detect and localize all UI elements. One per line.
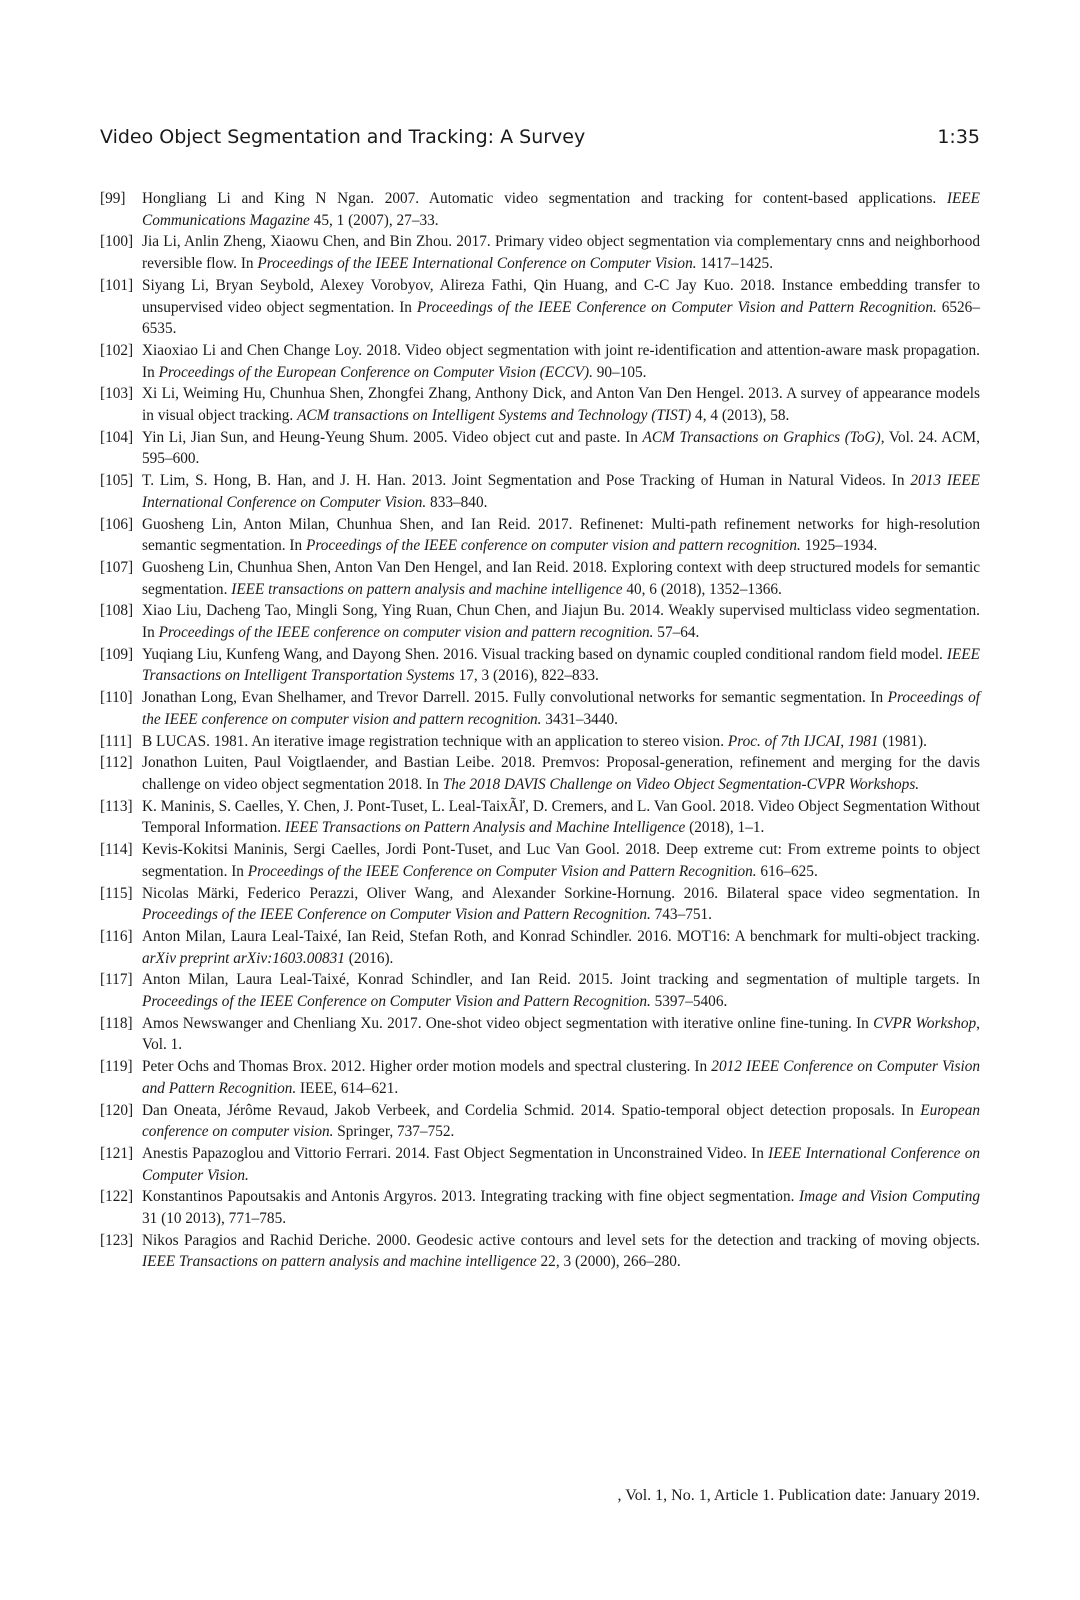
reference-segment: 6526–6535. [142,298,980,338]
reference-segment: 616–625. [756,862,818,880]
reference-number: [113] [100,797,133,815]
reference-text [142,839,980,882]
reference-entry [100,470,980,513]
reference-segment: 31 (10 2013), 771–785. [142,1210,287,1228]
reference-number: [117] [100,971,133,989]
reference-number: [109] [100,645,134,663]
reference-segment: Nicolas Märki, Federico Perazzi, Oliver Wang, and Alexander Sorkine-Hornung. 2016. Bilateral space video segmentation. In [142,884,980,902]
reference-entry [100,839,980,882]
reference-venue: 2013 IEEE International Conference on Computer Vision. [142,472,981,511]
reference-number: [120] [100,1101,134,1119]
reference-number: [104] [100,428,134,446]
reference-segment: Siyang Li, Bryan Seybold, Alexey Vorobyov, Alireza Fathi, Qin Huang, and C-C Jay Kuo. 2018. Instance embedding transfer to unsupervised video object segmentation. In [142,276,980,316]
reference-segment: 5397–5406. [650,993,728,1011]
reference-segment: , Vol. 1. [142,1014,980,1054]
reference-entry [100,340,980,383]
reference-number: [108] [100,602,134,620]
reference-number: [122] [100,1188,134,1206]
reference-entry [100,796,980,839]
reference-entry [100,275,980,340]
reference-number: [118] [100,1014,133,1032]
reference-venue: IEEE Transactions on Intelligent Transportation Systems [142,645,980,685]
reference-number: [121] [100,1144,134,1162]
reference-segment: T. Lim, S. Hong, B. Han, and J. H. Han. 2013. Joint Segmentation and Pose Tracking of Human in Natural Videos. In [142,472,911,490]
reference-entry [100,926,980,969]
reference-number: [115] [100,884,133,902]
reference-entry [100,1230,980,1273]
reference-text [142,383,980,426]
reference-segment: Yuqiang Liu, Kunfeng Wang, and Dayong Shen. 2016. Visual tracking based on dynamic coupled conditional random field model. [142,645,947,663]
reference-segment: IEEE, 614–621. [296,1079,399,1097]
reference-segment: Jonathon Luiten, Paul Voigtlaender, and Bastian Leibe. 2018. Premvos: Proposal-generation, refinement and merging for the davis challenge on video object segmentation 2018. In [142,754,980,793]
reference-venue: IEEE Transactions on Pattern Analysis and Machine Intelligence [284,819,686,837]
reference-venue: Proceedings of the IEEE conference on computer vision and pattern recognition. [158,624,654,642]
reference-venue: 2012 IEEE Conference on Computer Vision and Pattern Recognition. [142,1058,980,1097]
reference-text [142,427,980,470]
reference-venue: Proceedings of the European Conference on Computer Vision (ECCV). [158,363,593,381]
reference-segment: Konstantinos Papoutsakis and Antonis Argyros. 2013. Integrating tracking with fine object segmentation. [142,1188,800,1206]
reference-segment: Xi Li, Weiming Hu, Chunhua Shen, Zhongfei Zhang, Anthony Dick, and Anton Van Den Hengel. 2013. A survey of appearance models in visual object tracking. [142,385,980,425]
reference-text [142,969,980,1012]
reference-number: [110] [100,689,133,707]
publication-footer: , Vol. 1, No. 1, Article 1. Publication date: January 2019. [617,1487,980,1504]
reference-segment: Anton Milan, Laura Leal-Taixé, Konrad Schindler, and Ian Reid. 2015. Joint tracking and segmentation of multiple targets. In [142,971,980,989]
reference-text [142,470,980,513]
reference-entry [100,731,980,753]
reference-number: [107] [100,558,134,576]
reference-number: [114] [100,841,133,859]
reference-number: [100] [100,233,134,251]
running-title: Video Object Segmentation and Tracking: A Survey [100,126,586,148]
reference-venue: Proceedings of the IEEE conference on computer vision and pattern recognition. [142,689,980,728]
reference-entry [100,1013,980,1056]
reference-venue: IEEE Transactions on pattern analysis and machine intelligence [142,1253,537,1271]
reference-entry [100,969,980,1012]
reference-entry [100,1186,980,1229]
reference-text [142,926,980,969]
reference-text [142,1056,980,1099]
reference-venue: IEEE International Conference on Computer Vision. [142,1144,980,1184]
reference-entry [100,883,980,926]
reference-text [142,752,980,795]
reference-venue: IEEE transactions on pattern analysis and machine intelligence [231,580,623,598]
reference-number: [103] [100,385,134,403]
reference-text [142,731,980,753]
reference-entry [100,1100,980,1143]
reference-number: [105] [100,472,134,490]
reference-segment: 17, 3 (2016), 822–833. [454,667,599,685]
reference-venue: Image and Vision Computing [799,1188,980,1206]
reference-entry [100,1056,980,1099]
reference-number: [99] [100,190,126,207]
reference-venue: ACM transactions on Intelligent Systems and Technology (TIST) [297,407,692,425]
reference-segment: Nikos Paragios and Rachid Deriche. 2000. Geodesic active contours and level sets for the detection and tracking of moving objects. [142,1231,980,1249]
reference-segment: (2016). [344,949,394,967]
reference-text [142,340,980,383]
reference-venue: Proceedings of the IEEE Conference on Computer Vision and Pattern Recognition. [416,298,937,316]
reference-entry [100,427,980,470]
reference-entry [100,600,980,643]
reference-entry [100,752,980,795]
reference-venue: Proceedings of the IEEE Conference on Computer Vision and Pattern Recognition. [142,906,651,924]
reference-number: [112] [100,754,133,772]
reference-segment: 3431–3440. [541,710,618,728]
reference-segment: 1925–1934. [800,537,878,555]
reference-segment: 45, 1 (2007), 27–33. [309,211,439,229]
reference-venue: Proceedings of the IEEE Conference on Computer Vision and Pattern Recognition. [247,862,757,880]
reference-segment: Xiaoxiao Li and Chen Change Loy. 2018. Video object segmentation with joint re-identification and attention-aware mask propagation. In [142,341,980,381]
reference-segment: Yin Li, Jian Sun, and Heung-Yeung Shum. 2005. Video object cut and paste. In [142,428,643,446]
reference-entry [100,383,980,426]
reference-text [142,557,980,600]
reference-text [142,1013,980,1056]
reference-segment: Kevis-Kokitsi Maninis, Sergi Caelles, Jordi Pont-Tuset, and Luc Van Gool. 2018. Deep extreme cut: From extreme points to object segmentation. In [142,841,980,880]
reference-list [100,188,980,1273]
reference-text [142,188,980,231]
reference-segment: Springer, 737–752. [333,1123,455,1141]
running-header [100,126,980,148]
reference-segment: 57–64. [653,624,700,642]
reference-segment: 743–751. [650,906,712,924]
reference-entry [100,644,980,687]
reference-segment: 4, 4 (2013), 58. [691,407,790,425]
reference-segment: (1981). [878,732,927,750]
reference-venue: ACM Transactions on Graphics (ToG) [642,428,881,446]
reference-segment: Guosheng Lin, Chunhua Shen, Anton Van Den Hengel, and Ian Reid. 2018. Exploring context with deep structured models for semantic segmentation. [142,558,980,598]
reference-venue: The 2018 DAVIS Challenge on Video Object Segmentation-CVPR Workshops. [442,775,920,793]
reference-number: [111] [100,732,132,750]
reference-venue: Proceedings of the IEEE conference on computer vision and pattern recognition. [305,537,801,555]
reference-entry [100,188,980,231]
reference-number: [101] [100,276,134,294]
reference-text [142,514,980,557]
reference-entry [100,231,980,274]
reference-segment: Jonathan Long, Evan Shelhamer, and Trevor Darrell. 2015. Fully convolutional networks for semantic segmentation. In [142,689,888,707]
reference-segment: 22, 3 (2000), 266–280. [536,1253,681,1271]
reference-segment: Xiao Liu, Dacheng Tao, Mingli Song, Ying Ruan, Chun Chen, and Jiajun Bu. 2014. Weakly supervised multiclass video segmentation. In [142,602,980,642]
reference-entry [100,514,980,557]
reference-text [142,1230,980,1273]
page-number: 1:35 [937,126,980,148]
reference-entry [100,687,980,730]
reference-segment: Jia Li, Anlin Zheng, Xiaowu Chen, and Bin Zhou. 2017. Primary video object segmentation via complementary cnns and neighborhood reversible flow. In [142,233,980,273]
reference-segment: Anton Milan, Laura Leal-Taixé, Ian Reid, Stefan Roth, and Konrad Schindler. 2016. MOT16: A benchmark for multi-object tracking. [142,927,980,945]
reference-segment: (2018), 1–1. [685,819,765,837]
reference-text [142,687,980,730]
reference-number: [119] [100,1058,133,1076]
reference-segment: B LUCAS. 1981. An iterative image registration technique with an application to stereo vision. [142,732,728,750]
reference-text [142,231,980,274]
reference-segment: Peter Ochs and Thomas Brox. 2012. Higher order motion models and spectral clustering. In [142,1058,712,1076]
reference-venue: Proc. of 7th IJCAI, 1981 [727,732,879,750]
reference-segment: K. Maninis, S. Caelles, Y. Chen, J. Pont-Tuset, L. Leal-TaixÃľ, D. Cremers, and L. Van Gool. 2018. Video Object Segmentation Without Temporal Information. [142,797,980,837]
reference-text [142,883,980,926]
reference-text [142,275,980,340]
reference-number: [102] [100,341,134,359]
reference-text [142,644,980,687]
reference-segment: 40, 6 (2018), 1352–1366. [622,580,782,598]
reference-segment: Anestis Papazoglou and Vittorio Ferrari. 2014. Fast Object Segmentation in Unconstrained Video. In [142,1144,769,1162]
reference-number: [106] [100,515,134,533]
reference-text [142,1186,980,1229]
reference-venue: arXiv preprint arXiv:1603.00831 [142,949,345,967]
reference-text [142,1143,980,1186]
reference-segment: , Vol. 24. ACM, 595–600. [142,428,980,468]
reference-venue: CVPR Workshop [873,1014,977,1032]
reference-segment: 1417–1425. [696,255,774,273]
reference-entry [100,1143,980,1186]
reference-entry [100,557,980,600]
reference-venue: IEEE Communications Magazine [142,190,980,229]
reference-segment: 833–840. [426,493,488,511]
reference-text [142,600,980,643]
reference-segment: Hongliang Li and King N Ngan. 2007. Automatic video segmentation and tracking for content-based applications. [142,190,947,207]
reference-venue: Proceedings of the IEEE Conference on Computer Vision and Pattern Recognition. [142,993,651,1011]
reference-venue: Proceedings of the IEEE International Conference on Computer Vision. [257,255,697,273]
reference-number: [123] [100,1231,134,1249]
reference-segment: Amos Newswanger and Chenliang Xu. 2017. One-shot video object segmentation with iterative online fine-tuning. In [142,1014,874,1032]
reference-text [142,796,980,839]
reference-segment: Dan Oneata, Jérôme Revaud, Jakob Verbeek, and Cordelia Schmid. 2014. Spatio-temporal object detection proposals. In [142,1101,921,1119]
reference-segment: 90–105. [592,363,647,381]
reference-segment: Guosheng Lin, Anton Milan, Chunhua Shen, and Ian Reid. 2017. Refinenet: Multi-path refinement networks for high-resolution semantic segmentation. In [142,515,980,555]
reference-venue: European conference on computer vision. [142,1101,980,1141]
reference-text [142,1100,980,1143]
reference-number: [116] [100,927,133,945]
